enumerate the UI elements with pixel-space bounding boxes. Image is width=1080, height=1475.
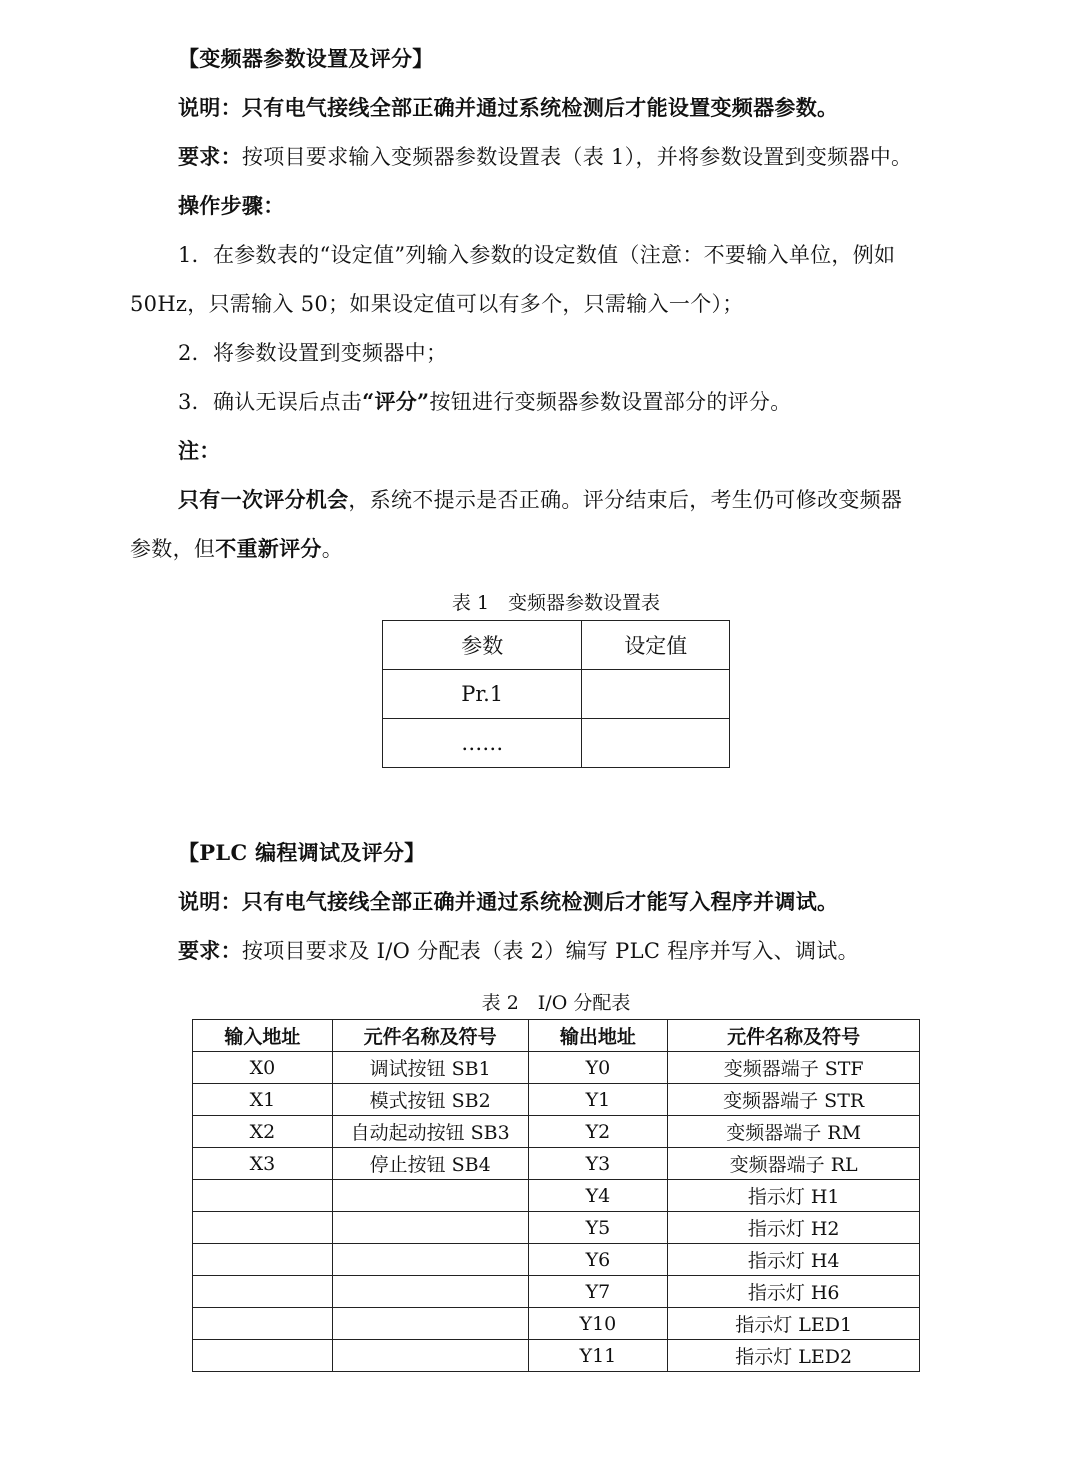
output-component-cell: 指示灯 H6 (668, 1276, 920, 1308)
table-row (383, 719, 730, 768)
output-address-cell: Y1 (528, 1084, 668, 1116)
header-output-component: 元件名称及符号 (668, 1020, 920, 1052)
step1-line1: 1．在参数表的“设定值”列输入参数的设定数值（注意：不要输入单位，例如 (178, 243, 896, 267)
table-row (193, 1276, 920, 1308)
notice-line1 (178, 485, 902, 515)
note-text: 只有电气接线全部正确并通过系统检测后才能写入程序并调试。 (241, 889, 839, 914)
section2-heading: 【PLC 编程调试及评分】 (178, 840, 426, 865)
input-component-cell (332, 1180, 528, 1212)
step3 (178, 387, 792, 417)
input-address-cell: X1 (193, 1084, 333, 1116)
setting-value-input[interactable] (582, 719, 730, 768)
table-row (193, 1180, 920, 1212)
requirement-text: 按项目要求输入变频器参数设置表（表 1），并将参数设置到变频器中。 (241, 145, 913, 169)
parameter-cell: …… (383, 719, 582, 768)
input-component-cell: 调试按钮 SB1 (332, 1052, 528, 1084)
table-header-row (193, 1020, 920, 1052)
input-address-cell (193, 1244, 333, 1276)
requirement-label: 要求： (178, 144, 242, 169)
notice-label: 注： (178, 438, 221, 463)
section1-requirement (178, 142, 912, 172)
table-row (193, 1052, 920, 1084)
input-address-cell: X0 (193, 1052, 333, 1084)
input-component-cell: 自动起动按钮 SB3 (332, 1116, 528, 1148)
table-row (193, 1244, 920, 1276)
output-component-cell: 指示灯 LED1 (668, 1308, 920, 1340)
output-component-cell: 指示灯 LED2 (668, 1340, 920, 1372)
note-label: 说明： (178, 95, 242, 120)
output-component-cell: 变频器端子 STR (668, 1084, 920, 1116)
input-address-cell (193, 1180, 333, 1212)
header-output-address: 输出地址 (528, 1020, 668, 1052)
output-component-cell: 变频器端子 RM (668, 1116, 920, 1148)
step2: 2．将参数设置到变频器中； (178, 341, 448, 365)
output-component-cell: 变频器端子 RL (668, 1148, 920, 1180)
notice-bold: 只有一次评分机会 (178, 487, 349, 512)
output-component-cell: 变频器端子 STF (668, 1052, 920, 1084)
header-parameter: 参数 (383, 621, 582, 670)
section2-note (178, 887, 838, 917)
step3-score-button-ref: “评分” (362, 389, 430, 414)
setting-value-input[interactable] (582, 670, 730, 719)
input-address-cell (193, 1212, 333, 1244)
requirement-label: 要求： (178, 938, 242, 963)
input-address-cell (193, 1308, 333, 1340)
output-address-cell: Y5 (528, 1212, 668, 1244)
input-component-cell: 模式按钮 SB2 (332, 1084, 528, 1116)
table-row (193, 1084, 920, 1116)
header-input-address: 输入地址 (193, 1020, 333, 1052)
input-component-cell (332, 1212, 528, 1244)
input-component-cell (332, 1340, 528, 1372)
section1-heading: 【变频器参数设置及评分】 (178, 46, 434, 71)
input-component-cell (332, 1308, 528, 1340)
step1-line2: 50Hz，只需输入 50；如果设定值可以有多个，只需输入一个）； (130, 292, 744, 316)
table-row (193, 1116, 920, 1148)
output-address-cell: Y10 (528, 1308, 668, 1340)
output-address-cell: Y6 (528, 1244, 668, 1276)
output-address-cell: Y7 (528, 1276, 668, 1308)
io-assignment-table (192, 1019, 920, 1372)
table-row (193, 1308, 920, 1340)
input-address-cell: X3 (193, 1148, 333, 1180)
input-address-cell: X2 (193, 1116, 333, 1148)
table-header-row (383, 621, 730, 670)
output-address-cell: Y11 (528, 1340, 668, 1372)
table-row (193, 1212, 920, 1244)
table-row (193, 1148, 920, 1180)
header-setting-value: 设定值 (582, 621, 730, 670)
output-address-cell: Y2 (528, 1116, 668, 1148)
notice-line2-post: 。 (321, 537, 344, 561)
table-row (193, 1340, 920, 1372)
step3-post: 按钮进行变频器参数设置部分的评分。 (429, 390, 792, 414)
table2-caption: 表 2 I/O 分配表 (481, 992, 631, 1014)
output-address-cell: Y0 (528, 1052, 668, 1084)
header-input-component: 元件名称及符号 (332, 1020, 528, 1052)
output-address-cell: Y4 (528, 1180, 668, 1212)
input-component-cell (332, 1276, 528, 1308)
notice-line2-pre: 参数，但 (130, 537, 216, 561)
section2-requirement (178, 936, 859, 966)
input-component-cell: 停止按钮 SB4 (332, 1148, 528, 1180)
output-component-cell: 指示灯 H2 (668, 1212, 920, 1244)
notice-line2 (130, 534, 343, 564)
input-address-cell (193, 1340, 333, 1372)
notice-line2-bold: 不重新评分 (215, 536, 322, 561)
requirement-text: 按项目要求及 I/O 分配表（表 2）编写 PLC 程序并写入、调试。 (241, 939, 859, 963)
parameter-table (382, 620, 730, 768)
notice-text: ，系统不提示是否正确。评分结束后，考生仍可修改变频器 (348, 488, 903, 512)
steps-label: 操作步骤： (178, 193, 285, 218)
output-component-cell: 指示灯 H1 (668, 1180, 920, 1212)
input-address-cell (193, 1276, 333, 1308)
step3-pre: 3．确认无误后点击 (178, 390, 363, 414)
output-address-cell: Y3 (528, 1148, 668, 1180)
parameter-cell: Pr.1 (383, 670, 582, 719)
input-component-cell (332, 1244, 528, 1276)
table1-caption: 表 1 变频器参数设置表 (451, 592, 661, 614)
section1-note (178, 93, 838, 123)
output-component-cell: 指示灯 H4 (668, 1244, 920, 1276)
table-row (383, 670, 730, 719)
note-text: 只有电气接线全部正确并通过系统检测后才能设置变频器参数。 (241, 95, 839, 120)
note-label: 说明： (178, 889, 242, 914)
